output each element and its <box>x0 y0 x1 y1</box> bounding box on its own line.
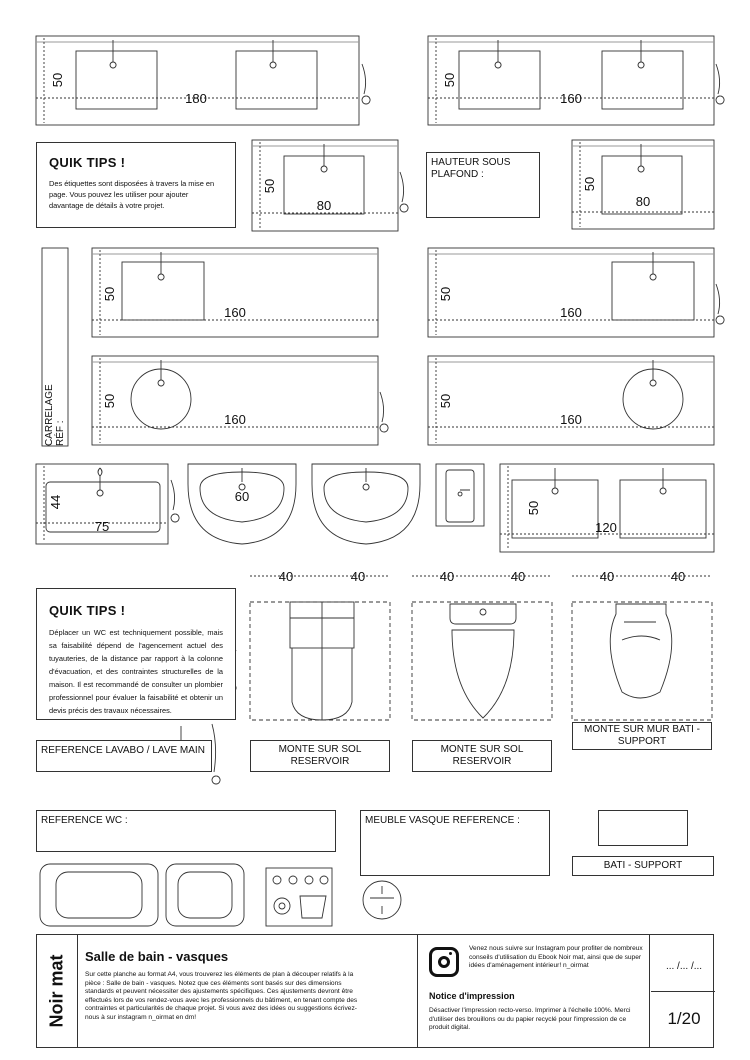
dim-40-c: 40 <box>439 569 455 584</box>
notice-title: Notice d'impression <box>429 991 515 1001</box>
label-wc-mur: MONTE SUR MUR BATI - SUPPORT <box>572 722 712 750</box>
dim-40-e: 40 <box>599 569 615 584</box>
dim-40-a: 40 <box>278 569 294 584</box>
tip-title: QUIK TIPS ! <box>49 155 126 170</box>
vanity-160-row1-left <box>92 248 378 337</box>
dim-50-a: 50 <box>50 72 65 88</box>
quick-tips-1 <box>36 142 236 228</box>
label-wc-sol-2: MONTE SUR SOL RESERVOIR <box>412 740 552 772</box>
dim-160-r2l: 160 <box>224 412 246 427</box>
vanity-160-row1-right <box>428 248 724 337</box>
cooktop-sink-combo <box>266 868 332 926</box>
dim-50-h: 50 <box>438 393 453 409</box>
dim-160-r1r: 160 <box>560 305 582 320</box>
divider-2 <box>649 935 650 1047</box>
dim-60: 60 <box>234 489 250 504</box>
sheet-title: Salle de bain - vasques <box>85 949 229 964</box>
tip-text: Déplacer un WC est techniquement possible, mais sa faisabilité dépend de l'agencement actuel des tuyauteries, de la distance par rapport à la colonne d'évacuation, et des contraintes structurelles de la maison. Il est recommandé de consulter un plombier professionnel pour évaluer la faisabilité et obtenir un devis précis des travaux nécessaires. <box>49 628 223 715</box>
dim-160-top: 160 <box>560 91 582 106</box>
dim-75: 75 <box>94 519 110 534</box>
brand-strip <box>37 935 78 1047</box>
vanity-160-row2-right <box>428 356 714 445</box>
dim-180: 180 <box>185 91 207 106</box>
round-drain <box>363 881 401 919</box>
scissor-icon-2 <box>212 724 220 784</box>
dim-40-b: 40 <box>350 569 366 584</box>
hand-basin <box>436 464 484 526</box>
wc-floor-2 <box>412 602 552 720</box>
label-carrelage: CARRELAGE RÉF : <box>44 384 66 446</box>
pedestal-basin-60 <box>188 464 296 544</box>
vanity-160-row2-left <box>92 356 388 445</box>
label-ref-lavabo: REFERENCE LAVABO / LAVE MAIN <box>36 740 212 772</box>
wc-wall <box>572 602 712 720</box>
label-ref-wc: REFERENCE WC : <box>36 810 336 852</box>
brand-name: Noir mat <box>46 954 67 1028</box>
pedestal-basin <box>312 464 420 544</box>
label-bati-support: BATI - SUPPORT <box>572 856 714 876</box>
dim-160-r1l: 160 <box>224 305 246 320</box>
dim-50-d: 50 <box>582 176 597 192</box>
dim-160-r2r: 160 <box>560 412 582 427</box>
footer <box>36 934 714 1048</box>
wc-floor-1 <box>250 602 390 720</box>
dim-50-b: 50 <box>442 72 457 88</box>
vanity-160-top <box>428 36 724 125</box>
dim-40-d: 40 <box>510 569 526 584</box>
dim-50-i: 50 <box>526 500 541 516</box>
dim-50-c: 50 <box>262 178 277 194</box>
dim-50-g: 50 <box>102 393 117 409</box>
instagram-text: Venez nous suivre sur Instagram pour profiter de nombreux conseils d'utilisation du Ebook Noir mat, ainsi que de super idées d'aménagement intérieur! n_oirmat <box>469 945 643 969</box>
tip-title: QUIK TIPS ! <box>49 603 126 618</box>
sheet-description: Sur cette planche au format A4, vous trouverez les éléments de plan à découper relatifs à la pièce : Salle de bain - vasques. Notez que ces éléments sont basés sur des dimensions standards et peuvent nécessiter des ajustements spécifiques. Ces ajustements devront être effectués lors de vos rendez-vous avec les professionnels du bâtiment, en tenant compte des contraintes et particularités de chaque projet. Si vous avez des idées ou suggestions écrivez-nous à sur instagram n_oirmat en dm! <box>85 971 358 1021</box>
date-field: ... /... /... <box>665 961 703 972</box>
vanity-180 <box>36 36 370 125</box>
dim-44: 44 <box>48 494 63 510</box>
quick-tips-2 <box>36 588 236 720</box>
tip-text: Des étiquettes sont disposées à travers la mise en page. Vous pouvez les utiliser pour ajouter davantage de détails à votre projet. <box>49 179 215 210</box>
dim-40-f: 40 <box>670 569 686 584</box>
divider-3 <box>651 991 715 992</box>
dim-50-e: 50 <box>102 286 117 302</box>
dim-50-f: 50 <box>438 286 453 302</box>
blank-label <box>598 810 688 846</box>
label-hauteur-plafond: HAUTEUR SOUS PLAFOND : <box>426 152 540 218</box>
dim-120: 120 <box>595 520 617 535</box>
bath-mat-1 <box>40 864 158 926</box>
dim-80-left: 80 <box>316 198 332 213</box>
divider <box>417 935 418 1047</box>
instagram-icon[interactable] <box>429 947 459 977</box>
label-wc-sol-1: MONTE SUR SOL RESERVOIR <box>250 740 390 772</box>
notice-text: Désactiver l'impression recto-verso. Imprimer à l'échelle 100%. Merci d'utiliser des brouillons ou du papier recyclé pour l'impression de ce produit digital. <box>429 1007 631 1031</box>
bath-mat-2 <box>166 864 244 926</box>
label-meuble-vasque: MEUBLE VASQUE REFERENCE : <box>360 810 550 876</box>
dim-80-right: 80 <box>635 194 651 209</box>
page-number: 1/20 <box>667 1009 701 1028</box>
